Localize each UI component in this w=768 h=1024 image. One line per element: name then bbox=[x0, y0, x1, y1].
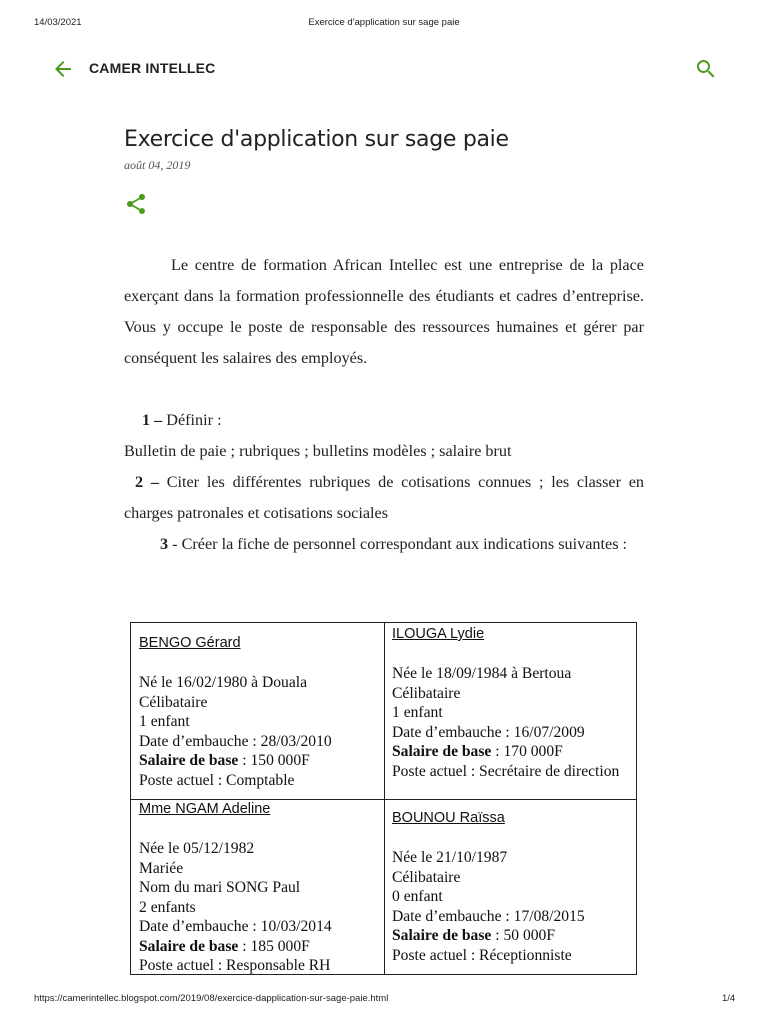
question-3-text: - Créer la fiche de personnel correspondant aux indications suivantes : bbox=[168, 535, 628, 553]
employee-cell bbox=[139, 800, 379, 976]
question-2 bbox=[124, 467, 644, 529]
employee-salary bbox=[392, 926, 632, 946]
blog-name-link[interactable]: CAMER INTELLEC bbox=[89, 60, 216, 76]
employee-name: ILOUGA Lydie bbox=[392, 626, 485, 642]
employee-salary bbox=[139, 751, 379, 771]
blog-header bbox=[0, 56, 768, 82]
employee-detail: Poste actuel : Secrétaire de direction bbox=[392, 762, 620, 780]
employee-detail: Poste actuel : Comptable bbox=[139, 771, 295, 789]
salary-value: : 150 000F bbox=[238, 752, 310, 769]
question-3 bbox=[124, 529, 644, 560]
salary-label: Salaire de base bbox=[392, 927, 492, 944]
intro-paragraph: Le centre de formation African Intellec est une entreprise de la place exerçant dans la formation professionnelle des étudiants et cadres d’entreprise. Vous y occupe le poste de responsable des ressources humaines et gérer par conséquent les salaires des employés. bbox=[124, 256, 644, 367]
employee-detail: 1 enfant bbox=[139, 713, 190, 730]
page-number: 1/4 bbox=[722, 993, 736, 1004]
employee-detail: Date d’embauche : 16/07/2009 bbox=[392, 723, 585, 741]
salary-value: : 185 000F bbox=[238, 937, 310, 955]
post-title: Exercice d'application sur sage paie bbox=[124, 127, 509, 152]
question-1-number: 1 – bbox=[142, 411, 163, 429]
employee-detail: Nom du mari SONG Paul bbox=[139, 879, 301, 896]
employee-cell bbox=[139, 634, 379, 790]
employee-detail: Poste actuel : Réceptionniste bbox=[392, 946, 572, 964]
employee-name: Mme NGAM Adeline bbox=[139, 801, 271, 817]
employee-cell bbox=[392, 625, 632, 781]
employee-detail: Date d’embauche : 28/03/2010 bbox=[139, 732, 332, 750]
salary-label: Salaire de base bbox=[392, 743, 492, 760]
employee-detail: Mariée bbox=[139, 859, 184, 877]
question-1-terms: Bulletin de paie ; rubriques ; bulletins modèles ; salaire brut bbox=[124, 442, 512, 460]
post-date: août 04, 2019 bbox=[124, 158, 191, 172]
arrow-left-icon[interactable] bbox=[51, 57, 75, 81]
employee-detail: Date d’embauche : 10/03/2014 bbox=[139, 918, 332, 935]
employee-detail: Célibataire bbox=[392, 868, 461, 886]
salary-label: Salaire de base bbox=[139, 752, 239, 769]
employee-detail: 0 enfant bbox=[392, 888, 443, 905]
salary-value: : 50 000F bbox=[491, 927, 556, 944]
question-3-number: 3 bbox=[160, 535, 169, 553]
print-date: 14/03/2021 bbox=[34, 17, 82, 28]
employee-detail: Célibataire bbox=[392, 684, 461, 702]
employee-detail: Née le 18/09/1984 à Bertoua bbox=[392, 665, 572, 682]
employee-name: BENGO Gérard bbox=[139, 635, 241, 651]
employee-salary bbox=[139, 937, 379, 957]
employee-detail: Célibataire bbox=[139, 693, 208, 711]
employee-detail: 1 enfant bbox=[392, 704, 443, 721]
salary-label: Salaire de base bbox=[139, 937, 239, 955]
employee-detail: Poste actuel : Responsable RH bbox=[139, 957, 331, 974]
employee-detail: 2 enfants bbox=[139, 898, 196, 916]
employee-name: BOUNOU Raïssa bbox=[392, 810, 505, 826]
question-1 bbox=[124, 405, 644, 436]
employee-detail: Née le 21/10/1987 bbox=[392, 849, 508, 866]
employee-detail: Né le 16/02/1980 à Douala bbox=[139, 674, 308, 691]
share-icon[interactable] bbox=[124, 192, 148, 216]
employee-cell bbox=[392, 809, 632, 965]
print-header bbox=[0, 17, 768, 31]
search-icon[interactable] bbox=[694, 57, 718, 81]
employee-table bbox=[130, 622, 637, 975]
salary-value: : 170 000F bbox=[491, 743, 563, 760]
question-2-text: Citer les différentes rubriques de cotisations connues ; les classer en charges patronales et cotisations sociales bbox=[124, 473, 645, 522]
employee-salary bbox=[392, 742, 632, 762]
question-1-text: Définir : bbox=[162, 411, 222, 429]
question-2-number: 2 – bbox=[135, 473, 159, 491]
print-title: Exercice d'application sur sage paie bbox=[308, 17, 460, 28]
print-url: https://camerintellec.blogspot.com/2019/08/exercice-dapplication-sur-sage-paie.html bbox=[34, 993, 389, 1004]
employee-detail: Date d’embauche : 17/08/2015 bbox=[392, 907, 585, 925]
employee-detail: Née le 05/12/1982 bbox=[139, 840, 255, 857]
